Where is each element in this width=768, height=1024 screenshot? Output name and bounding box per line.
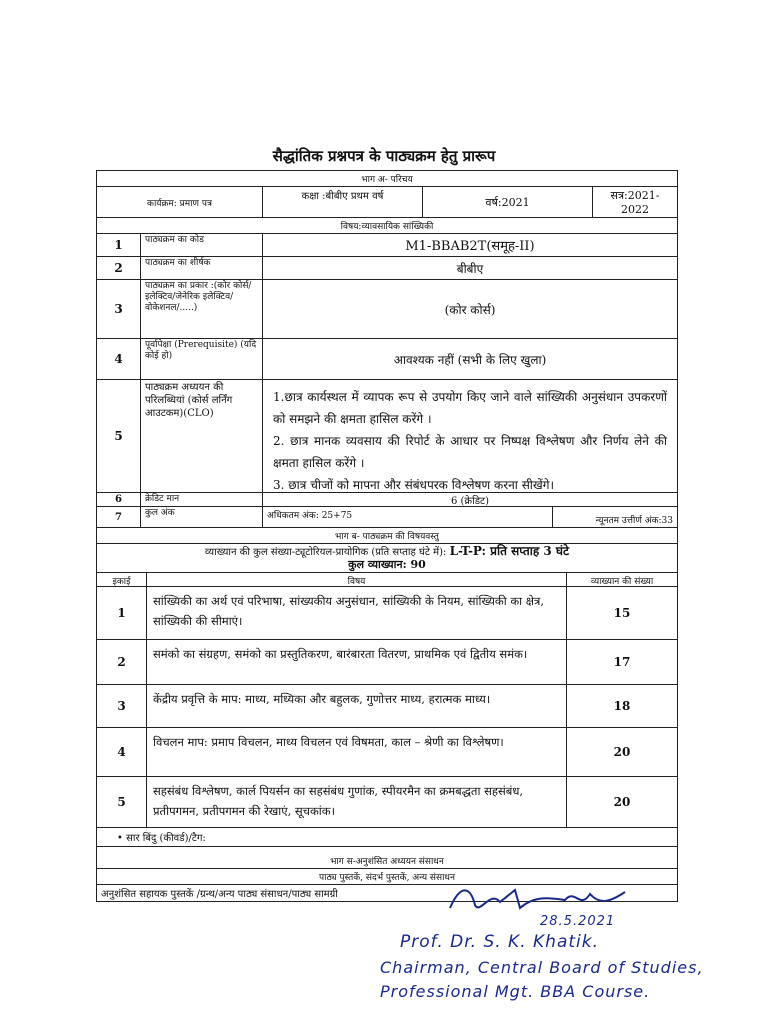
part-c-sub: पाठ्य पुस्तकें, संदर्भ पुस्तकें, अन्य संसाधन bbox=[97, 869, 677, 885]
course-type: (कोर कोर्स) bbox=[444, 302, 496, 317]
unit-lectures: 20 bbox=[613, 745, 631, 759]
keywords-label: सार बिंदु (कीवर्ड)/टैग: bbox=[126, 833, 206, 844]
unit-row bbox=[97, 685, 677, 728]
class-cell: कक्षा :बीबीए प्रथम वर्ष bbox=[263, 187, 423, 217]
unit-number: 3 bbox=[97, 685, 147, 727]
course-code: M1-BBAB2T(समूह-II) bbox=[405, 239, 535, 254]
col-lectures: व्याख्यान की संख्या bbox=[590, 577, 654, 587]
row-3 bbox=[97, 280, 677, 339]
row-1 bbox=[97, 234, 677, 257]
row-5 bbox=[97, 380, 677, 493]
unit-number: 4 bbox=[97, 728, 147, 776]
prerequisite: आवश्यक नहीं (सभी के लिए खुला) bbox=[393, 352, 547, 367]
unit-number: 5 bbox=[97, 777, 147, 827]
unit-lectures: 20 bbox=[613, 795, 631, 809]
part-a-heading: भाग अ- परिचय bbox=[97, 171, 677, 187]
row-4 bbox=[97, 339, 677, 380]
ltp-row bbox=[97, 544, 677, 573]
unit-lectures: 15 bbox=[613, 606, 631, 620]
keywords-row bbox=[97, 828, 677, 847]
row-number: 3 bbox=[97, 280, 141, 338]
part-c-heading: भाग स-अनुशंसित अध्ययन संसाधन bbox=[97, 853, 677, 869]
subject-row: विषय:व्यावसायिक सांख्यिकी bbox=[97, 218, 677, 234]
row-label: पाठ्यक्रम अध्ययन की परिलब्धियां (कोर्स लर्निंग आउटकम)(CLO) bbox=[141, 380, 263, 492]
row-label: कुल अंक bbox=[141, 507, 263, 527]
row-label: क्रेडिट मान bbox=[141, 493, 263, 506]
program-cell: कार्यक्रम: प्रमाण पत्र bbox=[97, 187, 263, 217]
course-title: बीबीए bbox=[456, 261, 484, 276]
bullet-icon: • bbox=[117, 833, 123, 844]
row-label: पूर्वापेक्षा (Prerequisite) (यदि कोई हो) bbox=[141, 339, 263, 379]
signer-name: Prof. Dr. S. K. Khatik. bbox=[400, 932, 599, 952]
unit-topic: सहसंबंध विश्लेषण, कार्ल पियर्सन का सहसंबंध गुणांक, स्पीयरमैन का क्रमबद्धता सहसंबंध, प्रतीपगमन, प्रतीपगमन की रेखाएं, सूचकांक। bbox=[147, 777, 567, 827]
unit-topic: समंको का संग्रहण, समंको का प्रस्तुतिकरण, बारंबारता वितरण, प्राथमिक एवं द्वितीय समंक। bbox=[147, 640, 567, 684]
unit-row bbox=[97, 640, 677, 685]
ltp-value: L-T-P: प्रति सप्ताह 3 घंटे bbox=[449, 544, 570, 558]
syllabus-table bbox=[96, 170, 678, 902]
clo-item: 1.छात्र कार्यस्थल में व्यापक रूप से उपयोग किए जाने वाले सांख्यिकी अनुसंधान उपकरणों को समझने की क्षमता हासिल करेंगे । bbox=[273, 390, 667, 426]
signature-date: 28.5.2021 bbox=[540, 914, 616, 929]
unit-number: 1 bbox=[97, 587, 147, 639]
row-number: 7 bbox=[97, 507, 141, 527]
credit-value: 6 (क्रेडिट) bbox=[450, 495, 489, 507]
signer-dept: Professional Mgt. BBA Course. bbox=[380, 982, 651, 1001]
signer-title: Chairman, Central Board of Studies, bbox=[380, 958, 704, 977]
unit-lectures: 18 bbox=[613, 699, 631, 713]
row-label: पाठ्यक्रम का कोड bbox=[141, 234, 263, 256]
row-2 bbox=[97, 257, 677, 280]
page-title: सैद्धांतिक प्रश्नपत्र के पाठ्यक्रम हेतु प्रारूप bbox=[272, 147, 496, 165]
ltp-label: व्याख्यान की कुल संख्या-ट्यूटोरियल-प्रायोगिक (प्रति सप्ताह घंटे में): bbox=[204, 547, 447, 558]
row-label: पाठ्यक्रम का प्रकार :(कोर कोर्स/इलेक्टिव/जेनेरिक इलेक्टिव/वोकेशनल/.....) bbox=[141, 280, 263, 338]
row-number: 2 bbox=[97, 257, 141, 279]
header-row bbox=[97, 187, 677, 218]
row-number: 1 bbox=[97, 234, 141, 256]
unit-row bbox=[97, 728, 677, 777]
recommended-books: अनुशंसित सहायक पुस्तकें /ग्रन्थ/अन्य पाठ्य संसाधन/पाठ्य सामग्री bbox=[101, 889, 338, 900]
row-number: 6 bbox=[97, 493, 141, 506]
unit-topic: सांख्यिकी का अर्थ एवं परिभाषा, सांख्यकीय अनुसंधान, सांख्यिकी के नियम, सांख्यिकी का क्षेत्र, सांख्यिकी की सीमाएं। bbox=[147, 587, 567, 639]
clo-item: 2. छात्र मानक व्यवसाय की रिपोर्ट के आधार पर निष्पक्ष विश्लेषण और निर्णय लेने की क्षमता हासिल करेंगे । bbox=[273, 434, 667, 470]
row-label: पाठ्यक्रम का शीर्षक bbox=[141, 257, 263, 279]
max-marks: अधिकतम अंक: 25+75 bbox=[263, 507, 553, 527]
col-unit: इकाई bbox=[97, 573, 147, 586]
row-6 bbox=[97, 493, 677, 507]
unit-topic: विचलन माप: प्रमाप विचलन, माध्य विचलन एवं विषमता, काल – श्रेणी का विश्लेषण। bbox=[147, 728, 567, 776]
unit-header-row bbox=[97, 573, 677, 587]
unit-row bbox=[97, 777, 677, 828]
unit-topic: केंद्रीय प्रवृत्ति के माप: माध्य, मध्यिका और बहुलक, गुणोत्तर माध्य, हरात्मक माध्य। bbox=[147, 685, 567, 727]
unit-number: 2 bbox=[97, 640, 147, 684]
clo-item: 3. छात्र चीजों को मापना और संबंधपरक विश्लेषण करना सीखेंगे। bbox=[273, 478, 555, 492]
col-topic: विषय bbox=[147, 573, 567, 586]
row-7 bbox=[97, 507, 677, 528]
session-cell: सत्र:2021-2022 bbox=[610, 189, 660, 216]
signature-block bbox=[380, 870, 760, 1020]
unit-lectures: 17 bbox=[613, 655, 631, 669]
clo-list bbox=[263, 380, 677, 492]
row-number: 5 bbox=[97, 380, 141, 492]
year-cell: वर्ष:2021 bbox=[423, 187, 593, 217]
total-lectures: कुल व्याख्यान: 90 bbox=[348, 558, 426, 571]
row-number: 4 bbox=[97, 339, 141, 379]
unit-row bbox=[97, 587, 677, 640]
part-b-heading: भाग ब- पाठ्यक्रम की विषयवस्तु bbox=[97, 528, 677, 544]
min-marks: न्यूनतम उत्तीर्ण अंक:33 bbox=[595, 516, 673, 526]
